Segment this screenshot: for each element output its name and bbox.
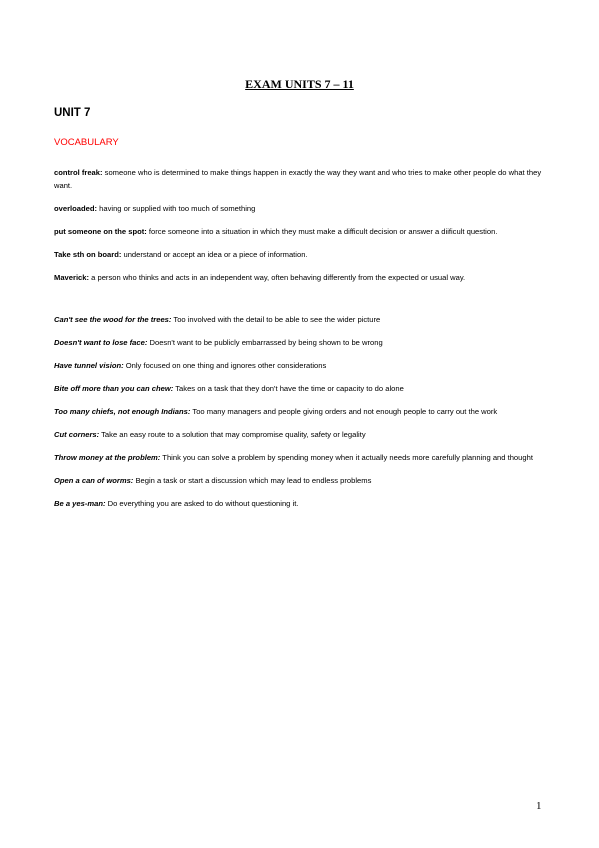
idiom-definition: Do everything you are asked to do without questioning it. — [105, 499, 299, 508]
idiom-entry — [54, 336, 546, 349]
idiom-term: Throw money at the problem: — [54, 453, 161, 462]
vocab-term: overloaded: — [54, 204, 98, 213]
document-title: EXAM UNITS 7 – 11 — [245, 77, 354, 91]
idiom-definition: Think you can solve a problem by spending money when it actually needs more carefully planning and thought — [160, 453, 533, 462]
vocab-term: Maverick: — [54, 273, 90, 282]
vocab-definition: someone who is determined to make things happen in exactly the way they want and who tries to make other people do what they want. — [54, 168, 542, 190]
idiom-entry — [54, 451, 546, 464]
vocab-definition: understand or accept an idea or a piece of information. — [121, 250, 308, 259]
vocab-entry — [54, 166, 546, 192]
entries-list — [54, 166, 546, 510]
vocab-term: control freak: — [54, 168, 103, 177]
idiom-entry — [54, 428, 546, 441]
idiom-term: Too many chiefs, not enough Indians: — [54, 407, 191, 416]
idiom-definition: Too many managers and people giving orders and not enough people to carry out the work — [190, 407, 498, 416]
idiom-definition: Begin a task or start a discussion which may lead to endless problems — [133, 476, 372, 485]
vocab-term: put someone on the spot: — [54, 227, 147, 236]
idiom-entry — [54, 313, 546, 326]
idiom-term: Cut corners: — [54, 430, 100, 439]
vocab-definition: a person who thinks and acts in an independent way, often behaving differently from the expected or usual way. — [89, 273, 466, 282]
idiom-entry — [54, 382, 546, 395]
vocab-term: Take sth on board: — [54, 250, 122, 259]
vocab-definition: having or supplied with too much of something — [97, 204, 256, 213]
idiom-entry — [54, 497, 546, 510]
idiom-term: Doesn't want to lose face: — [54, 338, 148, 347]
idiom-entry — [54, 359, 546, 372]
idiom-entry — [54, 405, 546, 418]
idiom-entry — [54, 474, 546, 487]
vocab-definition: force someone into a situation in which they must make a difficult decision or answer a diificult question. — [146, 227, 498, 236]
idiom-term: Be a yes-man: — [54, 499, 106, 508]
idiom-definition: Doesn't want to be publicly embarrassed by being shown to be wrong — [147, 338, 383, 347]
idiom-definition: Take an easy route to a solution that may compromise quality, safety or legality — [99, 430, 366, 439]
idiom-definition: Too involved with the detail to be able to see the wider picture — [171, 315, 381, 324]
idiom-term: Open a can of worms: — [54, 476, 134, 485]
idiom-term: Bite off more than you can chew: — [54, 384, 174, 393]
vocab-entry — [54, 248, 546, 261]
idiom-term: Have tunnel vision: — [54, 361, 124, 370]
idiom-definition: Only focused on one thing and ignores other considerations — [123, 361, 327, 370]
vocab-entry — [54, 202, 546, 215]
vocab-entry — [54, 225, 546, 238]
idiom-definition: Takes on a task that they don't have the time or capacity to do alone — [173, 384, 404, 393]
idiom-term: Can't see the wood for the trees: — [54, 315, 172, 324]
vocab-entry — [54, 271, 546, 284]
section-heading: VOCABULARY — [54, 137, 119, 148]
unit-heading: UNIT 7 — [54, 107, 91, 119]
page-number: 1 — [536, 800, 542, 812]
